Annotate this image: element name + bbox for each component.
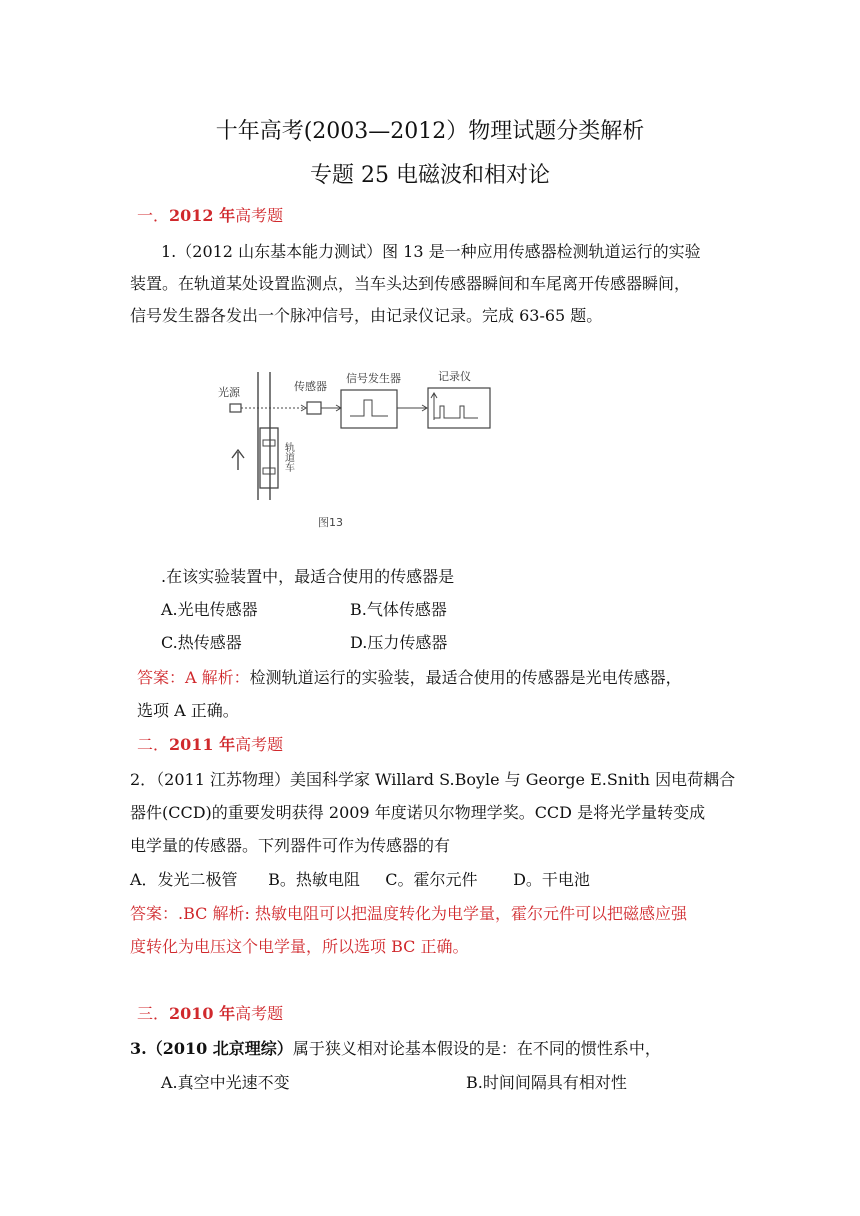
answer-text: 检测轨道运行的实验装，最适合使用的传感器是光电传感器，: [249, 668, 682, 687]
sensor-box: [307, 402, 321, 414]
section-suffix: 高考题: [235, 206, 284, 225]
option-d: D.压力传感器: [350, 633, 448, 652]
section-heading-2011: [137, 732, 283, 755]
option-c: C.热传感器: [161, 633, 242, 652]
track-car-label: 轨道车: [282, 442, 294, 472]
question-3-line-1: [130, 1036, 661, 1059]
recorder-pulse-trace: [434, 406, 478, 418]
question-3-prefix: 3.（2010 北京理综）: [130, 1039, 293, 1058]
track-car-window-1: [263, 440, 275, 446]
answer-label: 答案：A 解析：: [137, 668, 250, 687]
section-heading-2012: [137, 203, 283, 226]
option-a: A.光电传感器: [161, 600, 258, 619]
section-heading-2010: [137, 1001, 283, 1024]
section-number: 二．: [137, 735, 170, 754]
track-car-body: [260, 428, 278, 488]
section-suffix: 高考题: [235, 1004, 284, 1023]
sensor-label: 传感器: [294, 380, 327, 393]
answer-1-line-2: 选项 A 正确。: [137, 701, 239, 720]
answer-2-line-2: 度转化为电压这个电学量，所以选项 BC 正确。: [130, 937, 469, 956]
recorder-label: 记录仪: [438, 370, 471, 383]
light-source-box: [230, 404, 241, 412]
section-suffix: 高考题: [235, 735, 284, 754]
recorder-axis-icon: [431, 393, 437, 420]
option-b: B.气体传感器: [350, 600, 447, 619]
answer-2-line-1: 答案：.BC 解析: 热敏电阻可以把温度转化为电学量，霍尔元件可以把磁感应强: [130, 904, 687, 923]
track-car-window-2: [263, 468, 275, 474]
recorder-box: [428, 388, 490, 428]
question-1-line-2: 装置。在轨道某处设置监测点，当车头达到传感器瞬间和车尾离开传感器瞬间，: [130, 274, 691, 293]
question-3-option-b: B.时间间隔具有相对性: [466, 1073, 627, 1092]
page-subtitle: 专题 25 电磁波和相对论: [310, 163, 550, 188]
generator-label: 信号发生器: [346, 372, 401, 385]
question-2-line-1: 2．（2011 江苏物理）美国科学家 Willard S.Boyle 与 George E.Snith 因电荷耦合: [130, 770, 736, 789]
section-number: 一．: [137, 206, 170, 225]
question-1-line-3: 信号发生器各发出一个脉冲信号，由记录仪记录。完成 63-65 题。: [130, 306, 603, 325]
answer-1-line-1: [137, 665, 682, 688]
generator-pulse: [350, 400, 388, 416]
question-2-options: A．发光二极管 B。热敏电阻 C。霍尔元件 D。干电池: [130, 870, 590, 889]
question-3-option-a: A.真空中光速不变: [161, 1073, 290, 1092]
figure-caption: 图13: [318, 516, 343, 529]
section-number: 三．: [137, 1004, 170, 1023]
section-year: 2012 年: [169, 206, 236, 225]
question-1-line-1: 1.（2012 山东基本能力测试）图 13 是一种应用传感器检测轨道运行的实验: [161, 242, 701, 261]
light-source-label: 光源: [218, 386, 240, 399]
figure-13-diagram: [210, 360, 540, 540]
generator-box: [341, 390, 397, 428]
question-2-line-2: 器件(CCD)的重要发明获得 2009 年度诺贝尔物理学奖。CCD 是将光学量转变成: [130, 803, 706, 822]
question-2-line-3: 电学量的传感器。下列器件可作为传感器的有: [130, 836, 451, 855]
direction-arrow-icon: [232, 450, 244, 470]
question-3-text: 属于狭义相对论基本假设的是：在不同的惯性系中，: [292, 1039, 661, 1058]
section-year: 2010 年: [169, 1004, 236, 1023]
page-title: 十年高考(2003—2012）物理试题分类解析: [215, 119, 645, 144]
question-1-stem: .在该实验装置中，最适合使用的传感器是: [161, 567, 455, 586]
section-year: 2011 年: [169, 735, 236, 754]
